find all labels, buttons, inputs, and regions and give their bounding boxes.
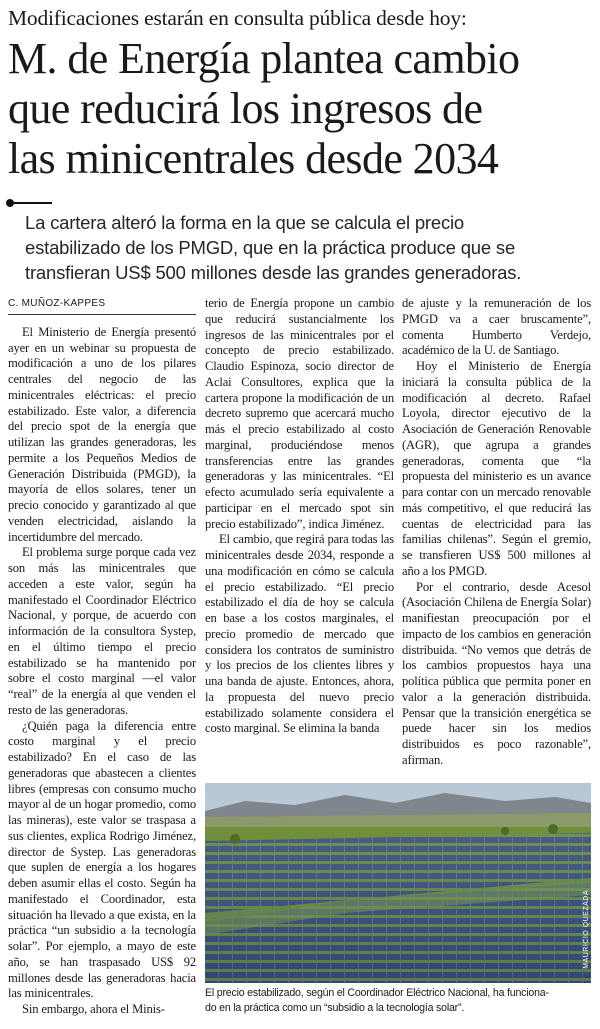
paragraph: de ajuste y la remuneración de los PMGD va a caer bruscamente”, comenta Humberto Verdejo, académico de la U. de Santiago.	[402, 296, 591, 358]
byline: C. MUÑOZ-KAPPES	[8, 298, 106, 309]
column-3	[402, 296, 591, 769]
paragraph: El Ministerio de Energía presentó ayer en un webinar su propuesta de modificación a uno de los pilares centrales del negocio de las minicentrales eléctricas: el precio estabilizado. Este valor, a diferencia del precio spot de la energía que utilizan las grandes generadoras, les permite a los Pequeños Medios de Generación Distribuida (PMGD), la mayoría de ellos solares, tener un precio conocido y garantizado al que venden electricidad, aislando la incertidumbre del mercado.	[8, 324, 196, 544]
deck-line: estabilizado de los PMGD, que en la práctica produce que se	[25, 237, 516, 258]
photo-credit: MAURICIO QUEZADA	[583, 890, 590, 969]
deck-line: transfieran US$ 500 millones desde las grandes generadoras.	[25, 262, 522, 283]
headline-line: que reducirá los ingresos de	[8, 84, 483, 133]
headline	[8, 34, 594, 184]
headline-line: las minicentrales desde 2034	[8, 134, 499, 183]
kicker: Modificaciones estarán en consulta pública desde hoy:	[8, 6, 467, 30]
column-1	[8, 296, 196, 1018]
column-2	[205, 296, 394, 737]
paragraph: Por el contrario, desde Acesol (Asociación Chilena de Energía Solar) manifiestan preocupación por el impacto de los cambios en generación distribuida. “No vemos que detrás de los cambios propuestos haya una política pública que permita poner en valor a la generación distribuida. Pensar que la transición energética se puede hacer sin los medios distribuidos es poco razonable”, afirman.	[402, 579, 591, 767]
bullet-dot	[6, 199, 14, 207]
headline-line: M. de Energía plantea cambio	[8, 34, 520, 83]
paragraph: terio de Energía propone un cambio que reducirá sustancialmente los ingresos de las minicentrales por el concepto de precio estabilizado. Claudio Espinoza, socio director de Aclai Consultores, explica que la cartera propone la modificación de un decreto supremo que acercará mucho más el precio estabilizado al costo marginal, produciéndose menos transferencias entre las grandes generadoras y las minicentrales. “El efecto acumulado sería equivalente a participar en el mercado spot sin precio estabilizado”, indica Jiménez.	[205, 296, 394, 531]
deck-line: La cartera alteró la forma en la que se calcula el precio	[25, 212, 465, 233]
paragraph: El problema surge porque cada vez son más las minicentrales que acceden a este valor, según ha manifestado el Coordinador Eléctrico Nacional, y porque, de acuerdo con información de la consultora Systep, en el último tiempo el precio estabilizado se ha mantenido por sobre el costo marginal —el valor “real” de la energía al que venden el resto de las generadoras.	[8, 545, 196, 717]
photo-caption	[205, 986, 595, 1015]
deck	[25, 210, 591, 285]
byline-divider	[8, 314, 196, 315]
caption-line: do en la práctica como un “subsidio a la tecnología solar”.	[205, 1001, 465, 1014]
divider	[14, 202, 52, 204]
solar-farm-photo	[205, 783, 591, 983]
paragraph: El cambio, que regirá para todas las minicentrales desde 2034, responde a una modificación en cómo se calcula el precio estabilizado. “El precio estabilizado el día de hoy se calcula en base a los costos marginales, el precio promedio de mercado que considera los contratos de suministro y los precios de los clientes libres y una banda de ajuste. Entonces, ahora, la propuesta del nuevo precio estabilizado solamente considera el costo marginal. Se elimina la banda	[205, 532, 394, 736]
paragraph: Hoy el Ministerio de Energía iniciará la consulta pública de la modificación al decreto. Rafael Loyola, director ejecutivo de la Asociación de Generación Renovable (AGR), que agrupa a grandes generadoras, comenta que “la propuesta del ministerio es un avance para contar con un mercado renovable más competitivo, el que reducirá las cuentas de electricidad para las familias chilenas”. Según el gremio, se transfieren US$ 500 millones al año a los PMGD.	[402, 359, 591, 578]
paragraph: Sin embargo, ahora el Minis-	[22, 1002, 165, 1016]
paragraph: ¿Quién paga la diferencia entre costo marginal y el precio estabilizado? En el caso de las generadoras que abastecen a clientes libres (empresas con consumo mucho mayor al de un hogar promedio, como las mineras), este valor se traspasa a sus clientes, explica Rodrigo Jiménez, director de Systep. Las generadoras que suplen de energía a los hogares deben asumir ellas el costo. Según ha manifestado el Coordinador, esta situación ha llevado a que exista, en la práctica “un subsidio a la tecnología solar”. Por ejemplo, a mayo de este año, se han traspasado US$ 92 millones desde las generadoras hacia las minicentrales.	[8, 718, 196, 1001]
caption-line: El precio estabilizado, según el Coordinador Eléctrico Nacional, ha funciona-	[205, 987, 549, 999]
